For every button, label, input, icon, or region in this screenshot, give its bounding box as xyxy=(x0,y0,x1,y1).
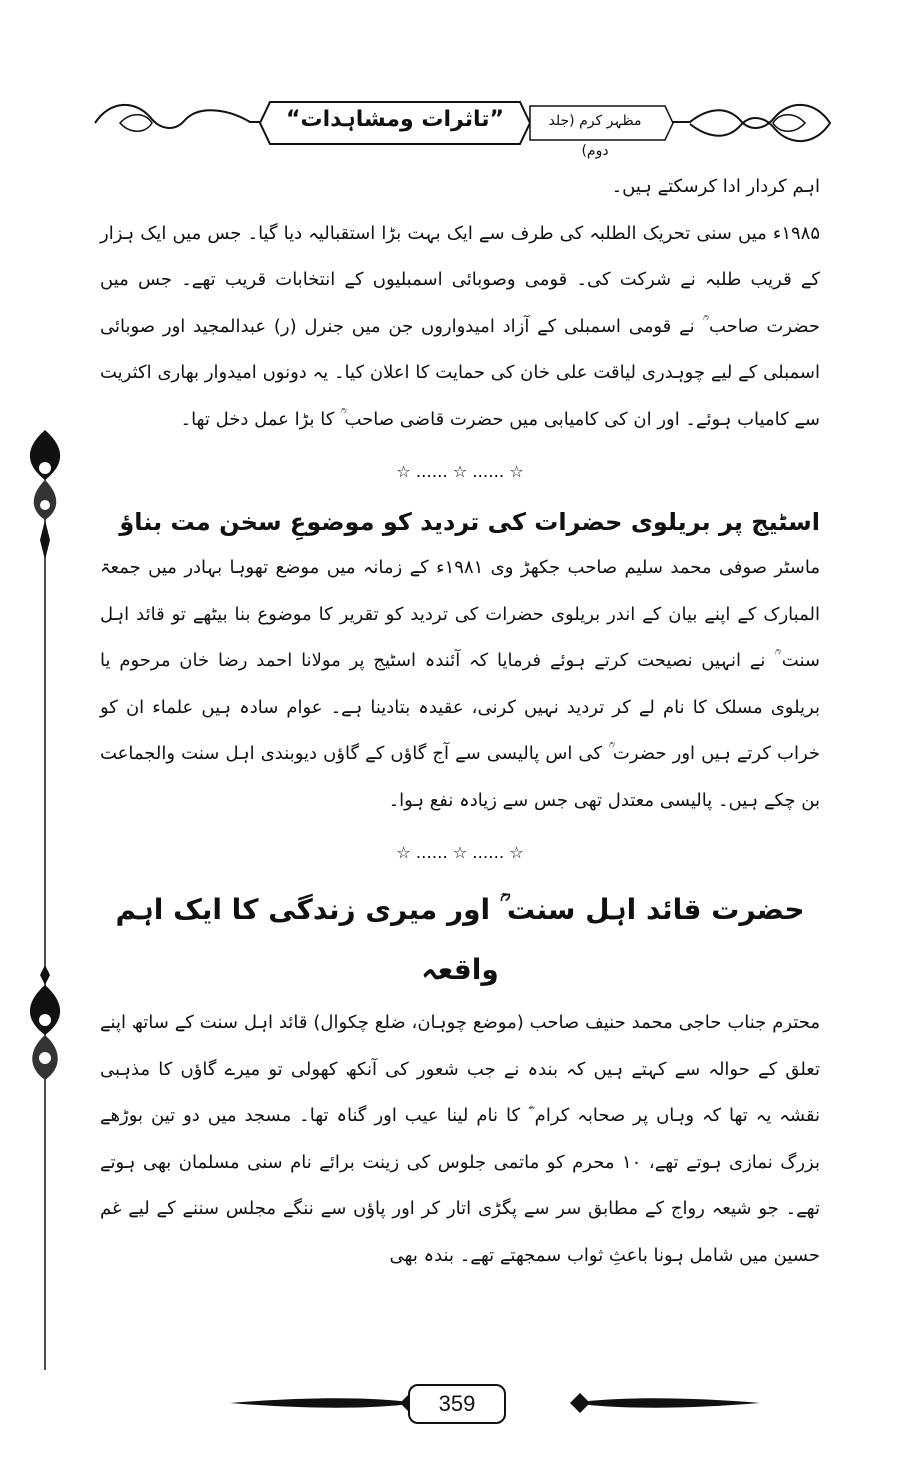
page-header xyxy=(90,92,835,159)
paragraph-incident: محترم جناب حاجی محمد حنیف صاحب (موضع چوہان، ضلع چکوال) قائد اہل سنت کے ساتھ اپنے تعلق کے حوالہ سے کہتے ہیں کہ بندہ نے جب شعور کی آنکھ کھولی تو میرے گاؤں کا مذہبی نقشہ یہ تھا کہ وہاں پر صحابہ کرام ؓ کا نام لینا عیب اور گناہ تھا۔ مسجد میں دو تین بوڑھے بزرگ نمازی ہوتے تھے، ۱۰ محرم کو ماتمی جلوس کی زینت برائے نام سنی مسلمان بھی ہوتے تھے۔ جو شیعہ رواج کے مطابق سر سے پگڑی اتار کر اور پاؤں سے ننگے مجلس سننے کے لیے غم حسین میں شامل ہونا باعثِ ثواب سمجھتے تھے۔ بندہ بھی xyxy=(100,1012,820,1266)
page-number: 359 xyxy=(408,1384,506,1424)
ornament-bottom-icon xyxy=(30,965,60,1080)
page-content xyxy=(100,164,820,1279)
star-divider-icon xyxy=(390,443,530,499)
section-divider-2 xyxy=(100,824,820,880)
header-title: ”تاثرات ومشاہدات“ xyxy=(286,107,504,132)
section-divider xyxy=(100,443,820,499)
divider-symbols: ☆ …… ☆ …… ☆ xyxy=(396,462,524,481)
paragraph-1985: ۱۹۸۵ء میں سنی تحریک الطلبہ کی طرف سے ایک بہت بڑا استقبالیہ دیا گیا۔ جس میں ایک ہزار کے قریب طلبہ نے شرکت کی۔ قومی وصوبائی اسمبلیوں کے انتخابات قریب تھے۔ جس میں حضرت صاحب ؒ نے قومی اسمبلی کے آزاد امیدواروں جن میں جنرل (ر) عبدالمجید اور صوبائی اسمبلی کے لیے چوہدری لیاقت علی خان کی حمایت کا اعلان کیا۔ یہ دونوں امیدوار بھاری اکثریت سے کامیاب ہوئے۔ اور ان کی کامیابی میں حضرت قاضی صاحب ؒ کا بڑا عمل دخل تھا۔ xyxy=(100,222,820,430)
section-heading-incident: حضرت قائد اہل سنت ؒ اور میری زندگی کا ایک اہم واقعہ xyxy=(115,893,805,986)
header-book-name: مظہر کرم (جلد دوم) xyxy=(548,113,642,159)
star-divider-icon-2 xyxy=(390,824,530,880)
section-heading-stage: اسٹیج پر بریلوی حضرات کی تردید کو موضوعِ سخن مت بناؤ xyxy=(119,508,820,536)
ornament-top-icon xyxy=(30,430,60,560)
paragraph-continuation: اہم کردار ادا کرسکتے ہیں۔ xyxy=(611,176,820,197)
paragraph-stage-advice: ماسٹر صوفی محمد سلیم صاحب جکھڑ وی ۱۹۸۱ء کے زمانہ میں موضع تھوہا بہادر میں جمعۃ المبارک کے اپنے بیان کے اندر بریلوی حضرات کی تردید کو تقریر کا موضوع بنا بیٹھے تو قائد اہل سنت ؒ نے انہیں نصیحت کرتے ہوئے فرمایا کہ آئندہ اسٹیج پر مولانا احمد رضا خان مرحوم یا بریلوی مسلک کا نام لے کر تردید نہیں کرنی، عقیدہ بتادینا ہے۔ عوام سادہ ہیں علماء ان کو خراب کرتے ہیں اور حضرت ؒ کی اس پالیسی سے آج گاؤں کے گاؤں دیوبندی اہل سنت والجماعت بن چکے ہیں۔ پالیسی معتدل تھی جس سے زیادہ نفع ہوا۔ xyxy=(100,557,821,811)
margin-ornament xyxy=(0,0,80,1462)
page-footer xyxy=(230,1378,760,1428)
divider-symbols-2: ☆ …… ☆ …… ☆ xyxy=(396,843,524,862)
